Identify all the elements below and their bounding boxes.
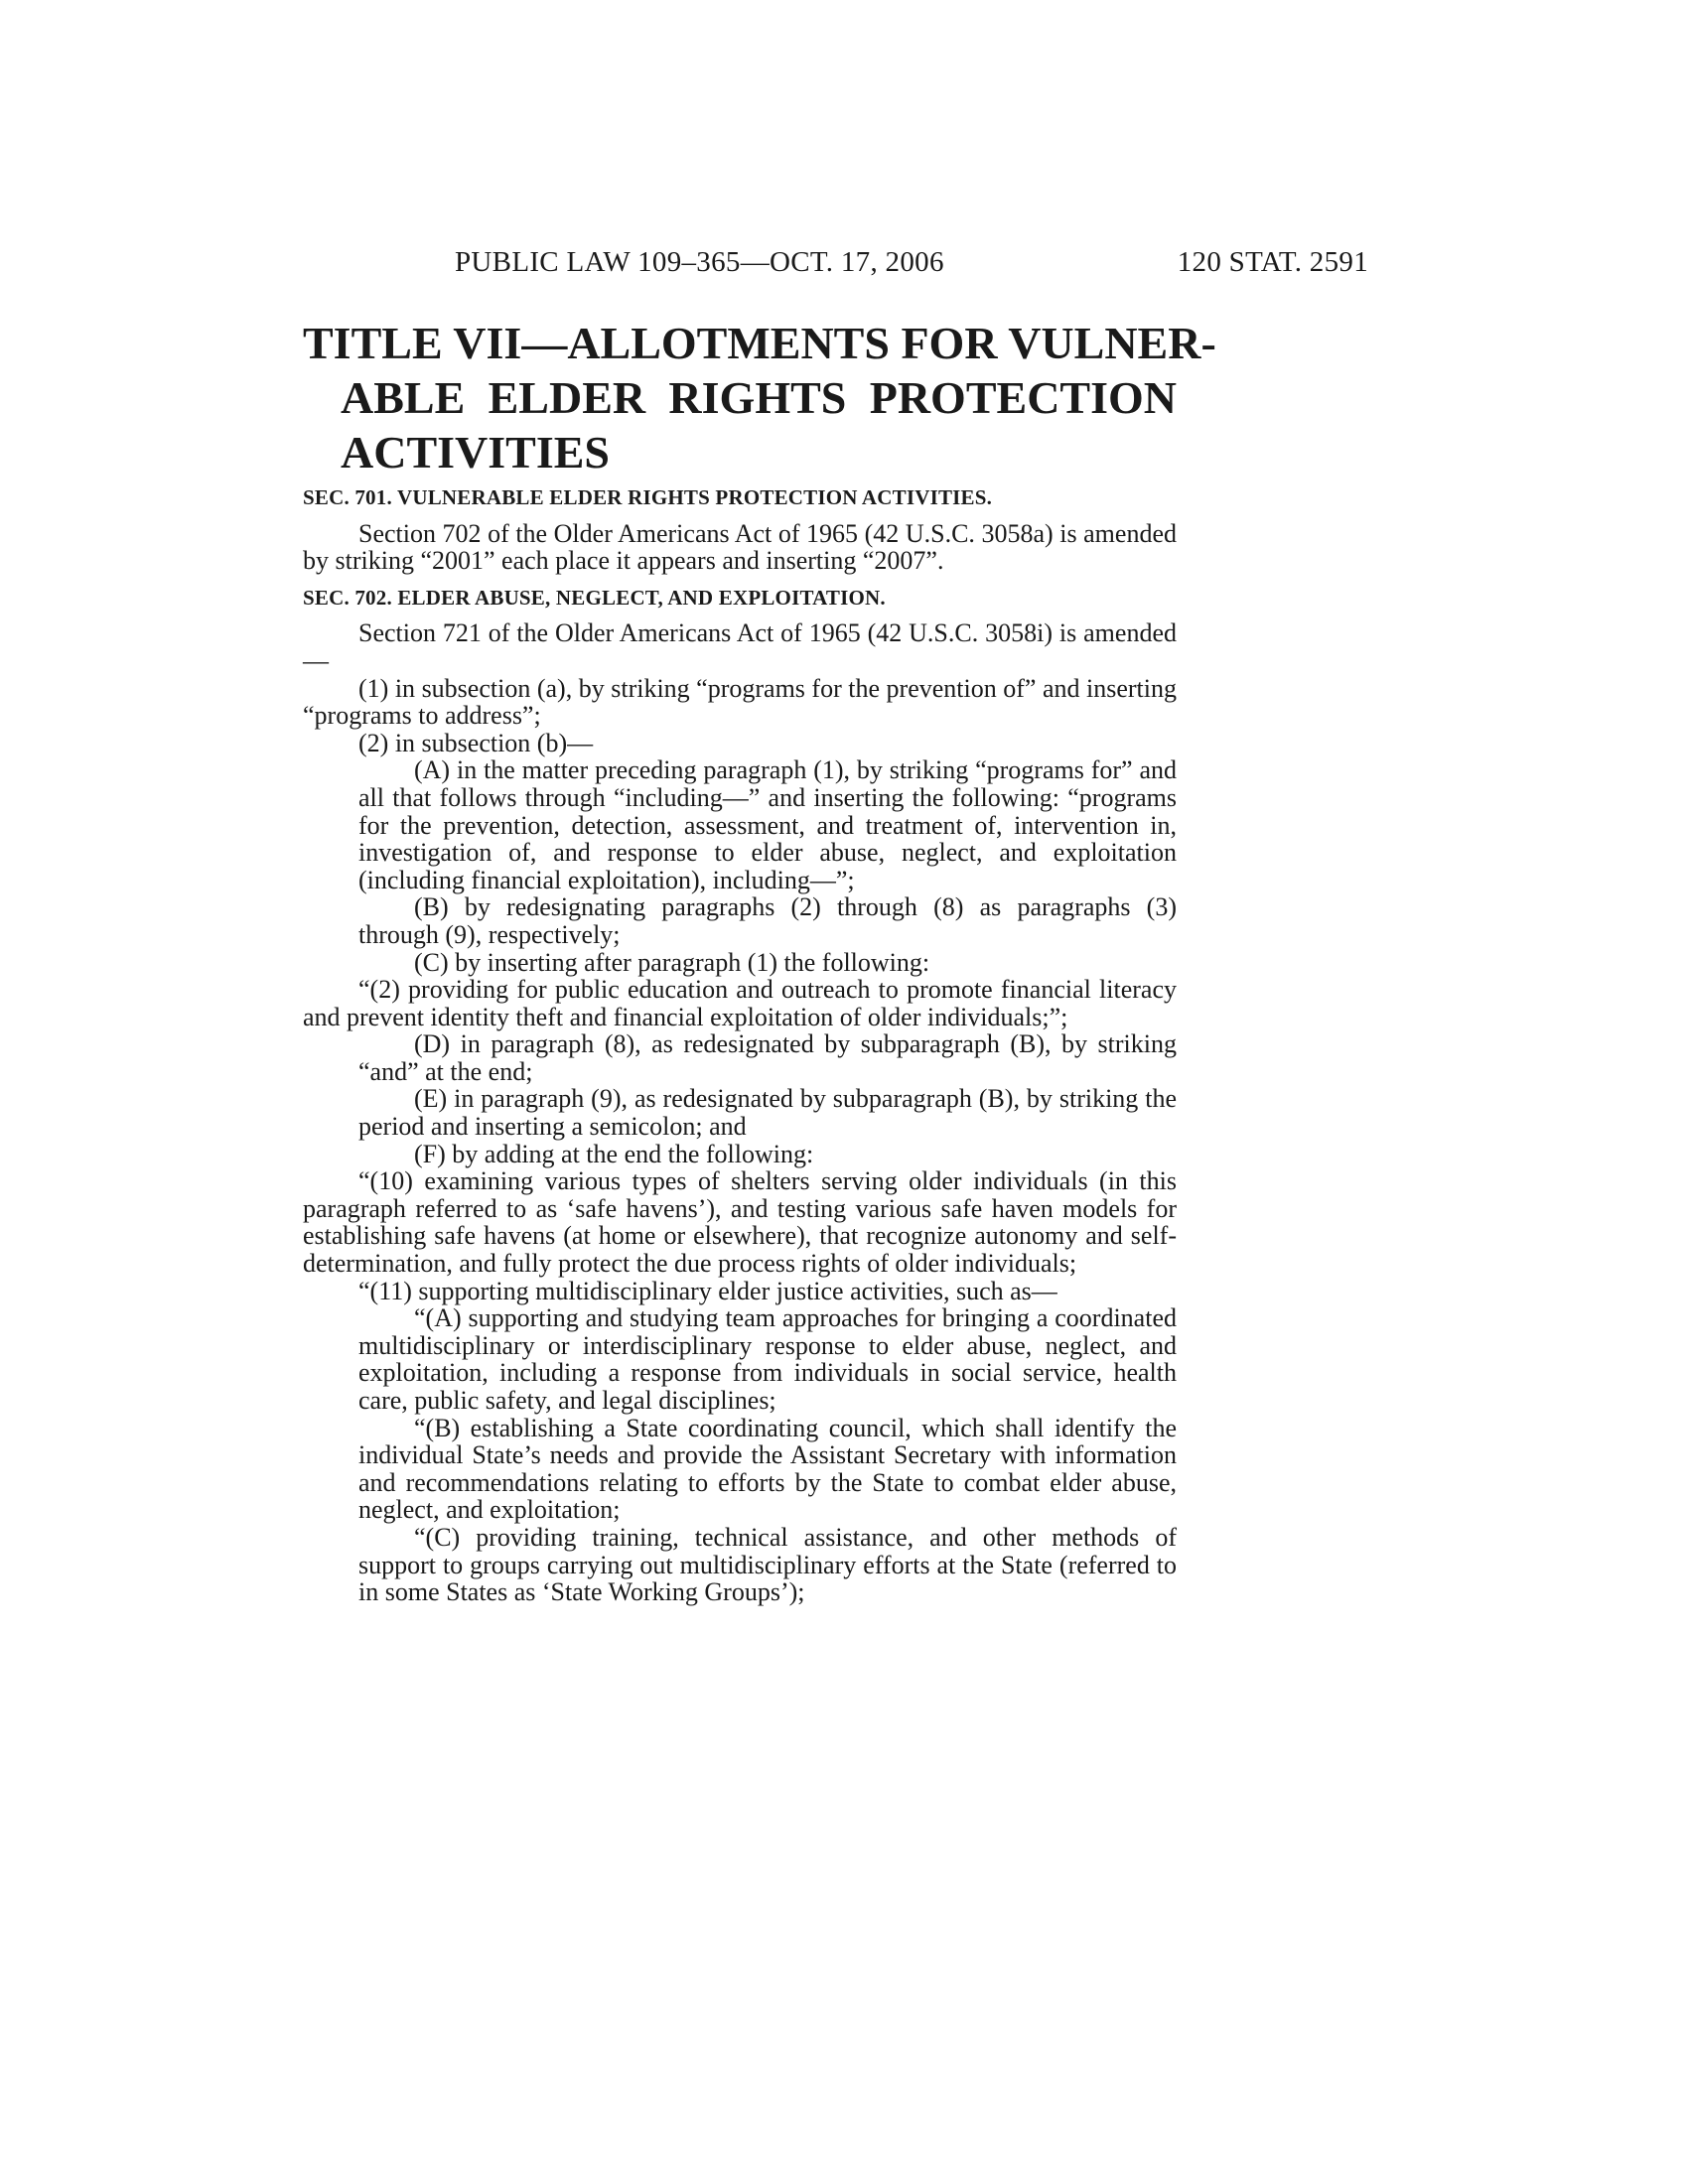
quoted-subparagraph-a: “(A) supporting and studying team approaches for bringing a coordinated multidisciplinary or interdisciplinary response to elder abuse, neglect, and exploitation, including a response from individuals in social service, health care, public safety, and legal disciplines;	[358, 1303, 1177, 1415]
title-line-2: ABLE ELDER RIGHTS PROTECTION	[341, 372, 1177, 423]
subparagraph-a: (A) in the matter preceding paragraph (1), by striking “programs for” and all that follows through “including—” and inserting the following: “programs for the prevention, detection, assessment, and treatment of, intervention in, investigation of, and response to elder abuse, neglect, and exploitation (including financial exploitation), including—”;	[358, 755, 1177, 894]
section-701-heading: SEC. 701. VULNERABLE ELDER RIGHTS PROTECTION ACTIVITIES.	[303, 485, 993, 509]
title-line-1: TITLE VII—ALLOTMENTS FOR VULNER-	[303, 318, 1216, 368]
quoted-subparagraph-c: “(C) providing training, technical assistance, and other methods of support to groups carrying out multidisciplinary efforts at the State (referred to in some States as ‘State Working Groups’);	[358, 1522, 1177, 1607]
subparagraph-e: (E) in paragraph (9), as redesignated by subparagraph (B), by striking the period and inserting a semicolon; and	[358, 1084, 1177, 1142]
running-head: PUBLIC LAW 109–365—OCT. 17, 2006	[455, 246, 944, 278]
subparagraph-b: (B) by redesignating paragraphs (2) through (8) as paragraphs (3) through (9), respectively;	[358, 892, 1177, 949]
section-702-intro: Section 721 of the Older Americans Act of 1965 (42 U.S.C. 3058i) is amended—	[303, 618, 1177, 675]
statute-page-reference: 120 STAT. 2591	[1177, 246, 1368, 278]
page-header	[455, 246, 1368, 286]
title-line-3: ACTIVITIES	[341, 427, 610, 478]
section-702-heading: SEC. 702. ELDER ABUSE, NEGLECT, AND EXPLOITATION.	[303, 585, 886, 610]
quoted-paragraph-10: “(10) examining various types of shelters serving older individuals (in this paragraph referred to as ‘safe havens’), and testing various safe haven models for establishing safe havens (at home or elsewhere), that recognize autonomy and self-determination, and fully protect the due process rights of older individuals;	[303, 1166, 1177, 1279]
paragraph-2: (2) in subsection (b)—	[358, 728, 594, 757]
document-body	[303, 477, 1177, 1606]
quoted-subparagraph-b: “(B) establishing a State coordinating council, which shall identify the individual State’s needs and provide the Assistant Secretary with information and recommendations relating to efforts by the State to combat elder abuse, neglect, and exploitation;	[358, 1413, 1177, 1525]
subparagraph-d: (D) in paragraph (8), as redesignated by subparagraph (B), by striking “and” at the end;	[358, 1029, 1177, 1086]
quoted-paragraph-2: “(2) providing for public education and outreach to promote financial literacy and prevent identity theft and financial exploitation of older individuals;”;	[303, 975, 1177, 1031]
section-701-text: Section 702 of the Older Americans Act of 1965 (42 U.S.C. 3058a) is amended by striking “2001” each place it appears and inserting “2007”.	[303, 518, 1177, 576]
subparagraph-c: (C) by inserting after paragraph (1) the following:	[414, 947, 930, 977]
quoted-paragraph-11: “(11) supporting multidisciplinary elder justice activities, such as—	[358, 1276, 1057, 1305]
title-heading	[303, 316, 1216, 479]
paragraph-1: (1) in subsection (a), by striking “programs for the prevention of” and inserting “programs to address”;	[303, 673, 1177, 731]
subparagraph-f: (F) by adding at the end the following:	[414, 1139, 814, 1168]
